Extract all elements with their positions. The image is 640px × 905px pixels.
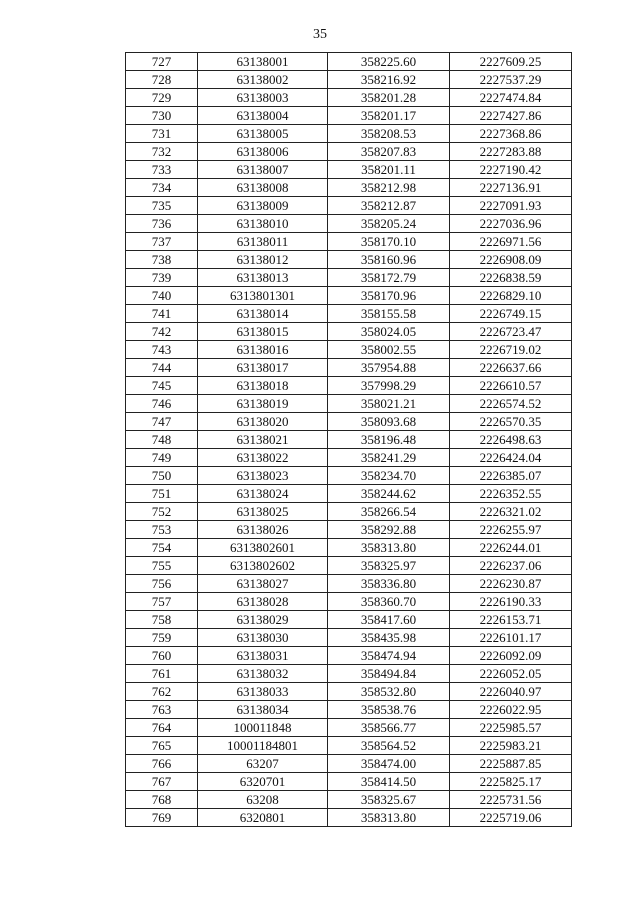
y-coordinate-cell: 2225985.57 [450, 719, 572, 737]
point-id-cell: 63138017 [198, 359, 328, 377]
x-coordinate-cell: 358360.70 [328, 593, 450, 611]
table-row [126, 467, 572, 485]
point-id-cell: 63138027 [198, 575, 328, 593]
point-id-cell: 63138009 [198, 197, 328, 215]
row-number-cell: 727 [126, 53, 198, 71]
table-row [126, 809, 572, 827]
x-coordinate-cell: 358196.48 [328, 431, 450, 449]
y-coordinate-cell: 2227136.91 [450, 179, 572, 197]
x-coordinate-cell: 358325.97 [328, 557, 450, 575]
x-coordinate-cell: 358266.54 [328, 503, 450, 521]
y-coordinate-cell: 2227609.25 [450, 53, 572, 71]
table-row [126, 557, 572, 575]
y-coordinate-cell: 2226908.09 [450, 251, 572, 269]
y-coordinate-cell: 2226723.47 [450, 323, 572, 341]
row-number-cell: 751 [126, 485, 198, 503]
row-number-cell: 769 [126, 809, 198, 827]
row-number-cell: 744 [126, 359, 198, 377]
point-id-cell: 63208 [198, 791, 328, 809]
x-coordinate-cell: 358160.96 [328, 251, 450, 269]
point-id-cell: 63138008 [198, 179, 328, 197]
y-coordinate-cell: 2227190.42 [450, 161, 572, 179]
row-number-cell: 757 [126, 593, 198, 611]
x-coordinate-cell: 357998.29 [328, 377, 450, 395]
y-coordinate-cell: 2226971.56 [450, 233, 572, 251]
point-id-cell: 63138023 [198, 467, 328, 485]
table-row [126, 323, 572, 341]
x-coordinate-cell: 358225.60 [328, 53, 450, 71]
row-number-cell: 739 [126, 269, 198, 287]
table-row [126, 755, 572, 773]
point-id-cell: 63138016 [198, 341, 328, 359]
x-coordinate-cell: 358566.77 [328, 719, 450, 737]
point-id-cell: 63138018 [198, 377, 328, 395]
table-row [126, 449, 572, 467]
row-number-cell: 750 [126, 467, 198, 485]
row-number-cell: 768 [126, 791, 198, 809]
point-id-cell: 63138026 [198, 521, 328, 539]
table-row [126, 251, 572, 269]
y-coordinate-cell: 2225983.21 [450, 737, 572, 755]
y-coordinate-cell: 2226610.57 [450, 377, 572, 395]
row-number-cell: 743 [126, 341, 198, 359]
row-number-cell: 766 [126, 755, 198, 773]
point-id-cell: 10001184801 [198, 737, 328, 755]
row-number-cell: 728 [126, 71, 198, 89]
y-coordinate-cell: 2226829.10 [450, 287, 572, 305]
table-row [126, 521, 572, 539]
row-number-cell: 746 [126, 395, 198, 413]
point-id-cell: 63138020 [198, 413, 328, 431]
table-row [126, 683, 572, 701]
y-coordinate-cell: 2225825.17 [450, 773, 572, 791]
table-row [126, 413, 572, 431]
table-row [126, 737, 572, 755]
x-coordinate-cell: 358207.83 [328, 143, 450, 161]
table-row [126, 233, 572, 251]
x-coordinate-cell: 358216.92 [328, 71, 450, 89]
x-coordinate-cell: 358241.29 [328, 449, 450, 467]
point-id-cell: 63138013 [198, 269, 328, 287]
row-number-cell: 730 [126, 107, 198, 125]
y-coordinate-cell: 2226255.97 [450, 521, 572, 539]
table-row [126, 53, 572, 71]
point-id-cell: 63138011 [198, 233, 328, 251]
table-row [126, 287, 572, 305]
x-coordinate-cell: 358313.80 [328, 809, 450, 827]
x-coordinate-cell: 358417.60 [328, 611, 450, 629]
table-row [126, 503, 572, 521]
x-coordinate-cell: 358474.00 [328, 755, 450, 773]
table-row [126, 179, 572, 197]
x-coordinate-cell: 358435.98 [328, 629, 450, 647]
x-coordinate-cell: 358474.94 [328, 647, 450, 665]
table-row [126, 611, 572, 629]
y-coordinate-cell: 2227474.84 [450, 89, 572, 107]
row-number-cell: 765 [126, 737, 198, 755]
row-number-cell: 764 [126, 719, 198, 737]
x-coordinate-cell: 358021.21 [328, 395, 450, 413]
y-coordinate-cell: 2226838.59 [450, 269, 572, 287]
y-coordinate-cell: 2226352.55 [450, 485, 572, 503]
point-id-cell: 63138002 [198, 71, 328, 89]
point-id-cell: 63138004 [198, 107, 328, 125]
y-coordinate-cell: 2226749.15 [450, 305, 572, 323]
point-id-cell: 6320801 [198, 809, 328, 827]
y-coordinate-cell: 2227427.86 [450, 107, 572, 125]
table-row [126, 629, 572, 647]
point-id-cell: 6313802602 [198, 557, 328, 575]
point-id-cell: 63138033 [198, 683, 328, 701]
table-row [126, 539, 572, 557]
table-row [126, 773, 572, 791]
row-number-cell: 760 [126, 647, 198, 665]
y-coordinate-cell: 2226052.05 [450, 665, 572, 683]
y-coordinate-cell: 2226570.35 [450, 413, 572, 431]
x-coordinate-cell: 358212.87 [328, 197, 450, 215]
y-coordinate-cell: 2226153.71 [450, 611, 572, 629]
x-coordinate-cell: 358336.80 [328, 575, 450, 593]
x-coordinate-cell: 358172.79 [328, 269, 450, 287]
table-row [126, 269, 572, 287]
table-row [126, 431, 572, 449]
table-row [126, 305, 572, 323]
x-coordinate-cell: 358024.05 [328, 323, 450, 341]
row-number-cell: 748 [126, 431, 198, 449]
x-coordinate-cell: 358093.68 [328, 413, 450, 431]
y-coordinate-cell: 2225887.85 [450, 755, 572, 773]
x-coordinate-cell: 358170.96 [328, 287, 450, 305]
table-row [126, 143, 572, 161]
x-coordinate-cell: 358564.52 [328, 737, 450, 755]
table-row [126, 593, 572, 611]
row-number-cell: 734 [126, 179, 198, 197]
y-coordinate-cell: 2227036.96 [450, 215, 572, 233]
row-number-cell: 732 [126, 143, 198, 161]
x-coordinate-cell: 358155.58 [328, 305, 450, 323]
x-coordinate-cell: 358002.55 [328, 341, 450, 359]
table-row [126, 161, 572, 179]
table-body [126, 53, 572, 827]
x-coordinate-cell: 358244.62 [328, 485, 450, 503]
point-id-cell: 63138034 [198, 701, 328, 719]
table-row [126, 215, 572, 233]
table-row [126, 71, 572, 89]
y-coordinate-cell: 2227091.93 [450, 197, 572, 215]
x-coordinate-cell: 358234.70 [328, 467, 450, 485]
y-coordinate-cell: 2226424.04 [450, 449, 572, 467]
x-coordinate-cell: 358201.28 [328, 89, 450, 107]
y-coordinate-cell: 2226022.95 [450, 701, 572, 719]
x-coordinate-cell: 358325.67 [328, 791, 450, 809]
point-id-cell: 63138003 [198, 89, 328, 107]
point-id-cell: 63138021 [198, 431, 328, 449]
table-row [126, 377, 572, 395]
table-row [126, 575, 572, 593]
x-coordinate-cell: 358170.10 [328, 233, 450, 251]
point-id-cell: 63207 [198, 755, 328, 773]
x-coordinate-cell: 358205.24 [328, 215, 450, 233]
row-number-cell: 729 [126, 89, 198, 107]
row-number-cell: 763 [126, 701, 198, 719]
point-id-cell: 63138030 [198, 629, 328, 647]
table-row [126, 89, 572, 107]
y-coordinate-cell: 2226101.17 [450, 629, 572, 647]
point-id-cell: 63138010 [198, 215, 328, 233]
x-coordinate-cell: 357954.88 [328, 359, 450, 377]
y-coordinate-cell: 2227283.88 [450, 143, 572, 161]
table-row [126, 647, 572, 665]
point-id-cell: 63138019 [198, 395, 328, 413]
point-id-cell: 63138015 [198, 323, 328, 341]
point-id-cell: 100011848 [198, 719, 328, 737]
row-number-cell: 741 [126, 305, 198, 323]
x-coordinate-cell: 358201.17 [328, 107, 450, 125]
row-number-cell: 747 [126, 413, 198, 431]
y-coordinate-cell: 2226244.01 [450, 539, 572, 557]
x-coordinate-cell: 358538.76 [328, 701, 450, 719]
y-coordinate-cell: 2225719.06 [450, 809, 572, 827]
row-number-cell: 740 [126, 287, 198, 305]
point-id-cell: 63138029 [198, 611, 328, 629]
row-number-cell: 731 [126, 125, 198, 143]
x-coordinate-cell: 358313.80 [328, 539, 450, 557]
point-id-cell: 63138031 [198, 647, 328, 665]
row-number-cell: 737 [126, 233, 198, 251]
row-number-cell: 745 [126, 377, 198, 395]
y-coordinate-cell: 2226498.63 [450, 431, 572, 449]
y-coordinate-cell: 2227537.29 [450, 71, 572, 89]
table-row [126, 395, 572, 413]
x-coordinate-cell: 358292.88 [328, 521, 450, 539]
point-id-cell: 63138022 [198, 449, 328, 467]
row-number-cell: 738 [126, 251, 198, 269]
point-id-cell: 6313802601 [198, 539, 328, 557]
x-coordinate-cell: 358201.11 [328, 161, 450, 179]
table-row [126, 125, 572, 143]
y-coordinate-cell: 2226637.66 [450, 359, 572, 377]
y-coordinate-cell: 2226040.97 [450, 683, 572, 701]
x-coordinate-cell: 358494.84 [328, 665, 450, 683]
page-number: 35 [313, 27, 327, 42]
x-coordinate-cell: 358212.98 [328, 179, 450, 197]
point-id-cell: 6320701 [198, 773, 328, 791]
point-id-cell: 63138014 [198, 305, 328, 323]
table-row [126, 341, 572, 359]
table-row [126, 107, 572, 125]
table-row [126, 359, 572, 377]
y-coordinate-cell: 2227368.86 [450, 125, 572, 143]
row-number-cell: 758 [126, 611, 198, 629]
y-coordinate-cell: 2226237.06 [450, 557, 572, 575]
x-coordinate-cell: 358414.50 [328, 773, 450, 791]
row-number-cell: 753 [126, 521, 198, 539]
table-row [126, 791, 572, 809]
point-id-cell: 63138001 [198, 53, 328, 71]
y-coordinate-cell: 2226230.87 [450, 575, 572, 593]
row-number-cell: 762 [126, 683, 198, 701]
point-id-cell: 63138012 [198, 251, 328, 269]
y-coordinate-cell: 2226092.09 [450, 647, 572, 665]
table-row [126, 701, 572, 719]
point-id-cell: 63138007 [198, 161, 328, 179]
table-row [126, 665, 572, 683]
point-id-cell: 63138025 [198, 503, 328, 521]
point-id-cell: 63138005 [198, 125, 328, 143]
point-id-cell: 63138006 [198, 143, 328, 161]
row-number-cell: 759 [126, 629, 198, 647]
row-number-cell: 755 [126, 557, 198, 575]
x-coordinate-cell: 358208.53 [328, 125, 450, 143]
point-id-cell: 63138024 [198, 485, 328, 503]
y-coordinate-cell: 2226719.02 [450, 341, 572, 359]
row-number-cell: 733 [126, 161, 198, 179]
row-number-cell: 736 [126, 215, 198, 233]
row-number-cell: 735 [126, 197, 198, 215]
x-coordinate-cell: 358532.80 [328, 683, 450, 701]
row-number-cell: 754 [126, 539, 198, 557]
coordinates-table [125, 52, 572, 827]
point-id-cell: 63138028 [198, 593, 328, 611]
y-coordinate-cell: 2226385.07 [450, 467, 572, 485]
row-number-cell: 761 [126, 665, 198, 683]
table-row [126, 197, 572, 215]
row-number-cell: 742 [126, 323, 198, 341]
y-coordinate-cell: 2226574.52 [450, 395, 572, 413]
y-coordinate-cell: 2225731.56 [450, 791, 572, 809]
point-id-cell: 63138032 [198, 665, 328, 683]
row-number-cell: 749 [126, 449, 198, 467]
point-id-cell: 6313801301 [198, 287, 328, 305]
table-row [126, 485, 572, 503]
y-coordinate-cell: 2226190.33 [450, 593, 572, 611]
y-coordinate-cell: 2226321.02 [450, 503, 572, 521]
row-number-cell: 756 [126, 575, 198, 593]
table-row [126, 719, 572, 737]
row-number-cell: 752 [126, 503, 198, 521]
row-number-cell: 767 [126, 773, 198, 791]
